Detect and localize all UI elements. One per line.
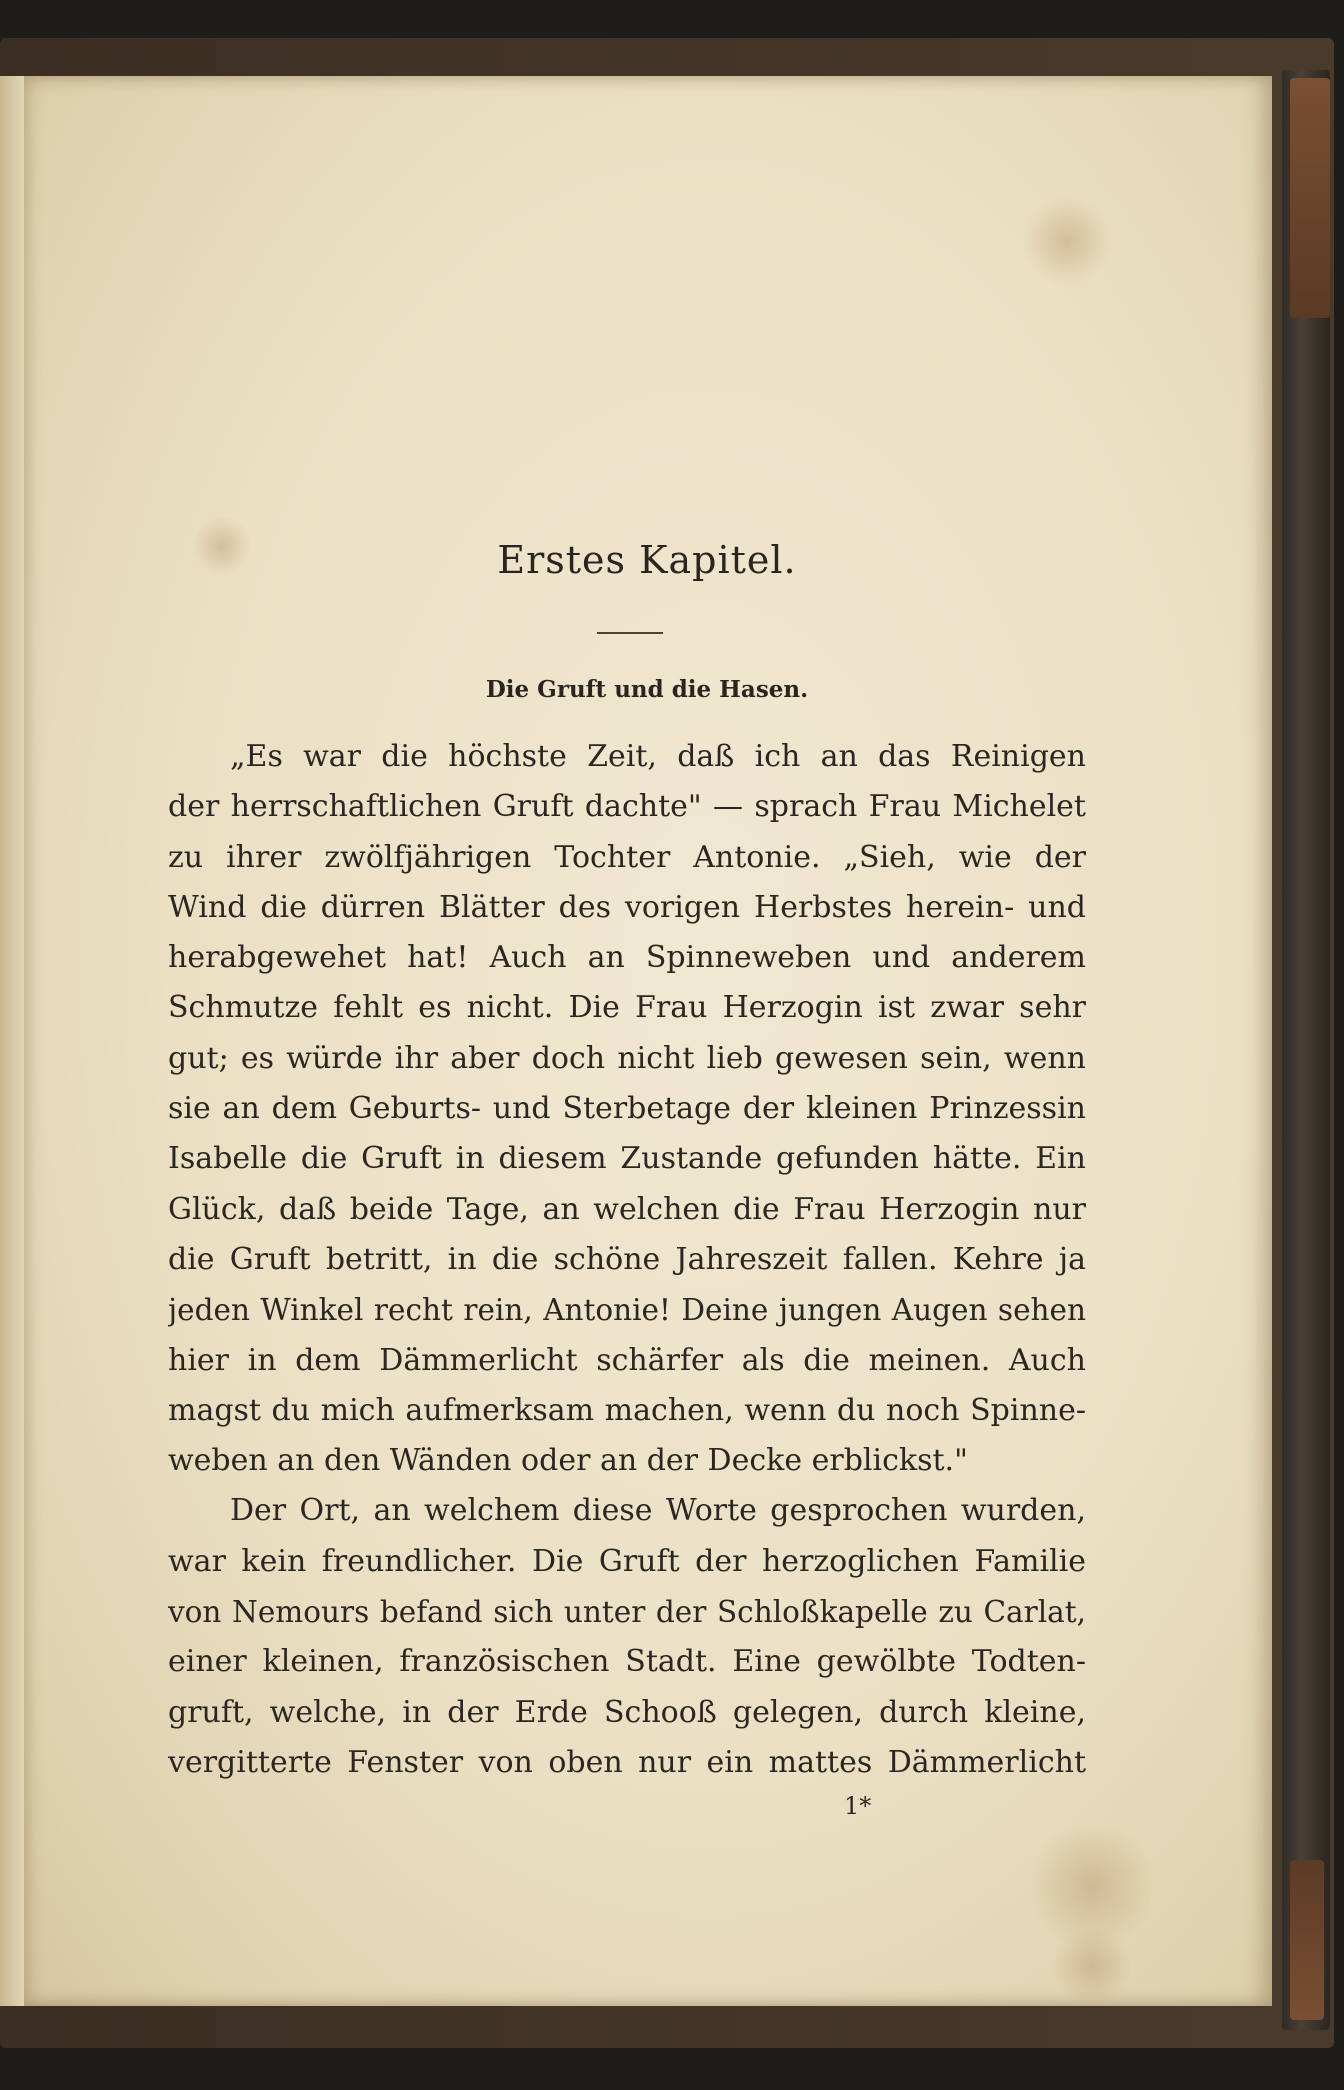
text-line: hier in dem Dämmerlicht schärfer als die meinen. Auch xyxy=(168,1342,1086,1378)
chapter-title: Erstes Kapitel. xyxy=(497,538,797,582)
text-line: magst du mich aufmerksam machen, wenn du noch Spinne- xyxy=(168,1392,1086,1428)
text-line: war kein freundlicher. Die Gruft der herzoglichen Familie xyxy=(168,1543,1086,1579)
text-line: gut; es würde ihr aber doch nicht lieb gewesen sein, wenn xyxy=(168,1040,1086,1076)
body-text xyxy=(168,732,1086,1788)
signature-mark: 1* xyxy=(844,1792,872,1820)
text-line: gruft, welche, in der Erde Schooß gelegen, durch kleine, xyxy=(168,1694,1086,1730)
text-line: Wind die dürren Blätter des vorigen Herbstes herein- und xyxy=(168,889,1086,925)
foxing-stain xyxy=(1022,196,1112,286)
text-line: vergitterte Fenster von oben nur ein mattes Dämmerlicht xyxy=(168,1744,1086,1780)
chapter-subtitle: Die Gruft und die Hasen. xyxy=(485,676,809,703)
text-line: sie an dem Geburts- und Sterbetage der kleinen Prinzessin xyxy=(168,1091,1086,1127)
text-line: die Gruft betritt, in die schöne Jahreszeit fallen. Kehre ja xyxy=(168,1241,1086,1277)
text-line: der herrschaftlichen Gruft dachte" — sprach Frau Michelet xyxy=(168,789,1086,825)
text-line: jeden Winkel recht rein, Antonie! Deine jungen Augen sehen xyxy=(168,1293,1086,1328)
cover-edge xyxy=(1282,70,1330,2030)
title-divider xyxy=(597,632,663,634)
text-line: von Nemours befand sich unter der Schloßkapelle zu Carlat, xyxy=(168,1595,1086,1630)
leather-corner-top xyxy=(1290,78,1330,318)
text-line: weben an den Wänden oder an der Decke erblickst." xyxy=(168,1443,968,1479)
leather-corner-bottom xyxy=(1290,1860,1324,2020)
text-line: Der Ort, an welchem diese Worte gesprochen wurden, xyxy=(230,1493,1086,1529)
text-line: Glück, daß beide Tage, an welchen die Frau Herzogin nur xyxy=(168,1191,1086,1227)
text-line: einer kleinen, französischen Stadt. Eine gewölbte Todten- xyxy=(168,1644,1086,1680)
previous-page-edge xyxy=(0,76,24,2006)
foxing-stain xyxy=(1052,1926,1132,2006)
text-line: Schmutze fehlt es nicht. Die Frau Herzogin ist zwar sehr xyxy=(168,990,1086,1026)
text-line: Isabelle die Gruft in diesem Zustande gefunden hätte. Ein xyxy=(168,1141,1086,1177)
text-line: „Es war die höchste Zeit, daß ich an das Reinigen xyxy=(230,739,1086,774)
text-line: zu ihrer zwölfjährigen Tochter Antonie. „Sieh, wie der xyxy=(168,839,1086,875)
text-line: herabgewehet hat! Auch an Spinneweben und anderem xyxy=(168,940,1086,976)
